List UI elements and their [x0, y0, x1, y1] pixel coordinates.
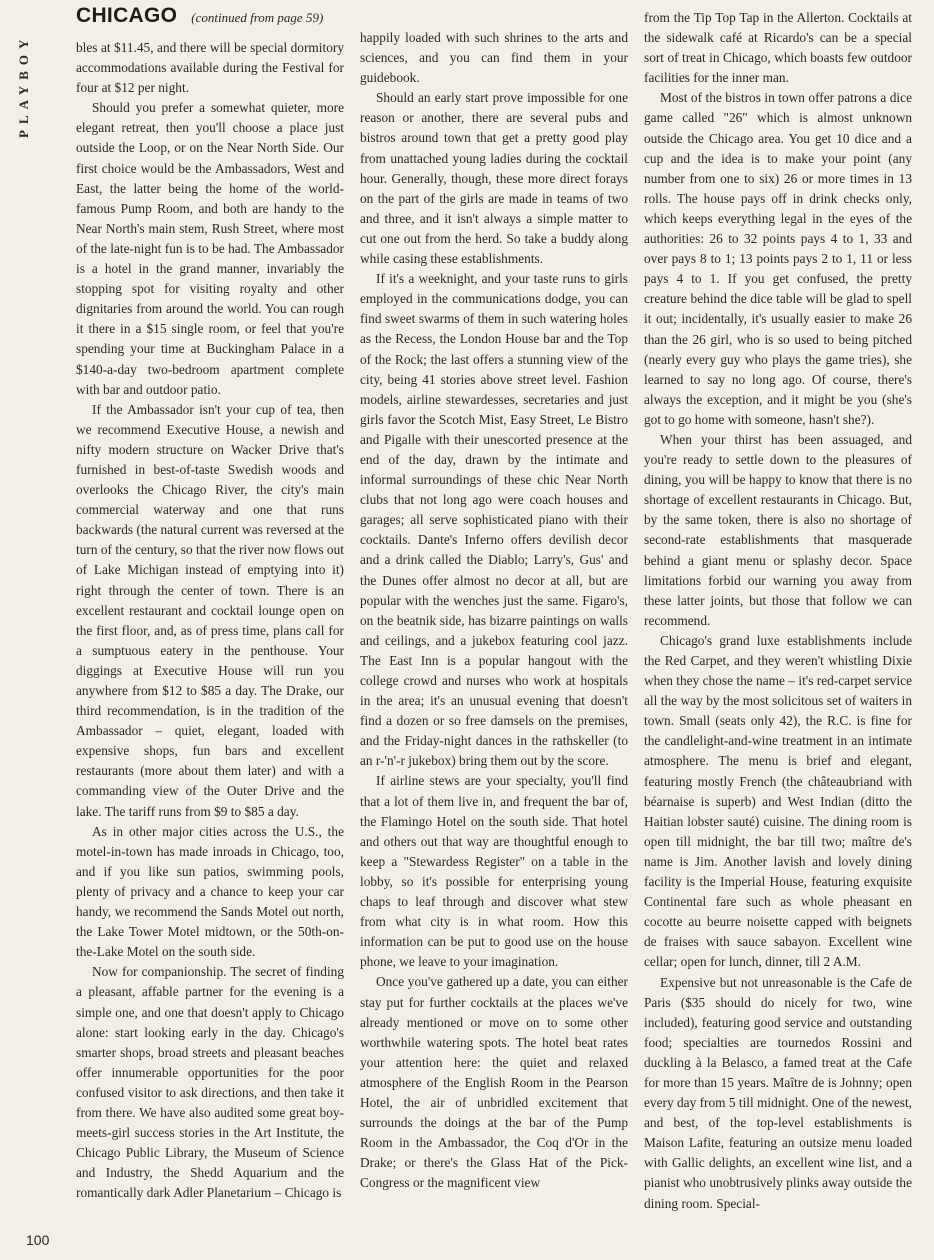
- paragraph: happily loaded with such shrines to the arts and sciences, and you can find them in your guidebook.: [360, 30, 628, 86]
- paragraph: from the Tip Top Tap in the Allerton. Cocktails at the sidewalk café at Ricardo's can be a special sort of treat in Chicago, which boasts few outdoor facilities for the inner man.: [644, 10, 912, 86]
- text-column-1: [76, 38, 344, 1254]
- paragraph: Most of the bistros in town offer patrons a dice game called "26" which is almost unknown outside the Chicago area. You get 10 dice and a cup and the idea is to make your point (any number from one to six) 26 or more times in 13 rolls. The house pays off in drink checks only, which keeps everything legal in the eyes of the authorities: 26 to 32 points pays 4 to 1, 33 and over pays 8 to 1; 13 points pays 2 to 1, 11 or less pays 4 to 1. If you get confused, the pretty creature behind the dice table will be glad to spell it out; incidentally, it's usually easier to make 26 than the 26 girl, who is so used to being pitched (nearly every guy who plays the game tries), she learned to say no long ago. Of course, there's always the exception, and it might be you (she's got to go home with someone, hasn't she?).: [644, 90, 912, 427]
- paragraph: Should an early start prove impossible for one reason or another, there are several pubs and bistros around town that get a pretty good play from unattached young ladies during the cocktail hour. Generally, though, these more direct forays on the part of the girls are made in teams of two and three, and it isn't always a simple matter to cut one out from the herd. So take a buddy along while casing these establishments.: [360, 90, 628, 267]
- paragraph: Now for companionship. The secret of finding a pleasant, affable partner for the evening is a simple one, and one that doesn't apply to Chicago alone: start looking early in the day. Chicago's smarter shops, broad streets and pleasant beaches offer innumerable opportunities for the poor confused visitor to ask directions, and then take it from there. We have also audited some great boy-meets-girl success stories in the Art Institute, the Chicago Public Library, the Museum of Science and Industry, the Shedd Aquarium and the romantically dark Adler Planetarium – Chicago is: [76, 964, 344, 1201]
- text-column-2: [360, 28, 628, 1244]
- article-header: [76, 4, 323, 34]
- paragraph: Should you prefer a somewhat quieter, more elegant retreat, then you'll choose a place just outside the Loop, or on the Near North Side. Our first choice would be the Ambassadors, West and East, the latter being the home of the world-famous Pump Room, and both are handy to the Near North's main stem, Rush Street, where most of the late-night fun is to be had. The Ambassador is a hotel in the grand manner, invariably the stopping spot for visiting royalty and other dignitaries from around the world. You can rough it there in a $15 single room, or feel that you're spending your time at Buckingham Palace in a $140-a-day two-bedroom apartment complete with bar and outdoor patio.: [76, 100, 344, 397]
- section-title: CHICAGO: [76, 4, 178, 27]
- paragraph: If airline stews are your specialty, you'll find that a lot of them live in, and frequent the bar of, the Flamingo Hotel on the south side. That hotel and others out that way are thoughtful enough to keep a "Stewardess Register" on a table in the lobby, so it's possible for enterprising young chaps to leaf through and discover what stew from what city is in what room. How this information can be put to good use on the house phone, we leave to your imagination.: [360, 773, 628, 970]
- paragraph: Expensive but not unreasonable is the Cafe de Paris ($35 should do nicely for two, wine included), featuring good service and outstanding food; specialties are tournedos Rossini and duckling à la Belasco, a famed treat at the Cafe for more than 15 years. Maître de is Johnny; open every day from 5 till midnight. One of the newest, and best, of the top-level establishments is Maison Lafite, featuring an outsize menu loaded with Gallic delights, an excellent wine list, and a pianist who unobtrusively plinks away outside the dining room. Special-: [644, 974, 912, 1211]
- paragraph: If the Ambassador isn't your cup of tea, then we recommend Executive House, a newish and nifty modern structure on Wacker Drive that's furnished in best-of-taste Swedish woods and overlooks the Chicago River, the city's main commercial waterway and one that runs backwards (the natural current was reversed at the turn of the century, so that the river now flows out of Lake Michigan instead of emptying into it) right through the center of town. There is an excellent restaurant and cocktail lounge open on the first floor, and, as of press time, plans call for a sumptuous eatery in the penthouse. Your diggings at Executive House will run you anywhere from $12 to $85 a day. The Drake, our third recommendation, is in the tradition of the Ambassador – quiet, elegant, loaded with expensive shops, fun bars and excellent restaurants (more about them later) and with a commanding view of the Outer Drive and the lake. The tariff runs from $9 to $85 a day.: [76, 401, 344, 819]
- paragraph: When your thirst has been assuaged, and you're ready to settle down to the pleasures of dining, you will be happy to know that there is no shortage of excellent restaurants in Chicago. But, by the same token, there is also no shortage of second-rate establishments that masquerade behind a giant menu or splashy decor. Space limitations forbid our warning you away from these latter joints, but those that follow we can recommend.: [644, 431, 912, 628]
- paragraph: bles at $11.45, and there will be special dormitory accommodations available during the Festival for four at $12 per night.: [76, 40, 344, 96]
- page-number: 100: [26, 1232, 50, 1248]
- paragraph: Chicago's grand luxe establishments include the Red Carpet, and they weren't whistling Dixie when they chose the name – it's red-carpet service all the way by the most solicitous set of waiters in town. Small (seats only 42), the R.C. is fine for the candlelight-and-wine treatment in an intimate atmosphere. The menu is brief and elegant, featuring mostly French (the châteaubriand with béarnaise is superb) and West Indian (ditto the Haitian lobster sauté) cuisine. The dining room is open till midnight, the bar till two; maître de's name is Jim. Another lavish and lovely dining facility is the Imperial House, featuring exquisite Continental fare such as whole pheasant en cocotte au beurre noisette capped with beignets de fraises with sauce sabayon. Excellent wine cellar; open for lunch, dinner, till 2 A.M.: [644, 632, 912, 970]
- paragraph: As in other major cities across the U.S., the motel-in-town has made inroads in Chicago, too, and if you like sun patios, swimming pools, plenty of privacy and a chance to keep your car handy, we recommend the Sands Motel out north, the Lake Tower Motel midtown, or the 50th-on-the-Lake Motel on the south side.: [76, 823, 344, 960]
- paragraph: Once you've gathered up a date, you can either stay put for further cocktails at the places we've already mentioned or move on to some other worthwhile watering spots. The hotel beat rates your attention here: the quiet and relaxed atmosphere of the English Room in the Pearson Hotel, the air of unbridled excitement that surrounds the doings at the bar of the Pump Room in the Ambassador, the Coq d'Or in the Drake; or there's the Glass Hat of the Pick-Congress or the magnificent view: [360, 974, 628, 1191]
- paragraph: If it's a weeknight, and your taste runs to girls employed in the communications dodge, you can find sweet swarms of them in such watering holes as the Recess, the London House bar and the Top of the Rock; the last offers a stunning view of the city, being 41 stories above street level. Fashion models, airline stewardesses, secretaries and just girls favor the Scotch Mist, Easy Street, Le Bistro and Pigalle with their unescorted presence at the end of the day, drawn by the intimate and informal surroundings of these chic Near North clubs that not long ago were coach houses and garages; all serve sophisticated piano with their cocktails. Dante's Inferno offers devilish decor and a drink called the Diablo; Larry's, Gus' and the Dunes offer almost no decor at all, but are popular with the wenches just the same. Figaro's, on the beatnik side, has bizarre paintings on walls and ceilings, and a jukebox featuring cool jazz. The East Inn is a popular hangout with the college crowd and nurses who work at hospitals in the area; it's an unusual evening that doesn't find a dozen or so free damsels on the premises, and the Friday-night dances in the rathskeller (to an r-'n'-r jukebox) bring them out by the score.: [360, 271, 628, 769]
- continued-note: (continued from page 59): [191, 10, 324, 25]
- text-column-3: [644, 8, 912, 1224]
- magazine-brand: PLAYBOY: [16, 33, 31, 138]
